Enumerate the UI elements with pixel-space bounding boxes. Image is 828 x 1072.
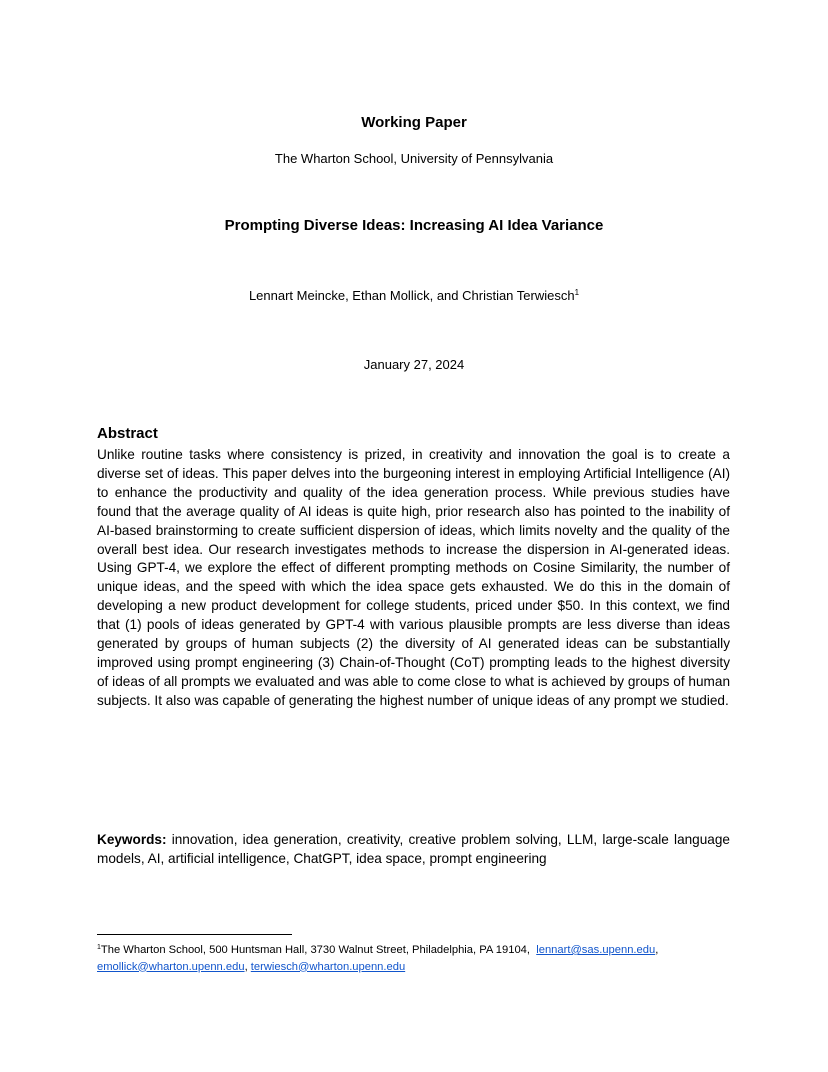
institution-line: The Wharton School, University of Pennsylvania (274, 151, 554, 166)
footnote (97, 942, 737, 975)
keywords-list: innovation, idea generation, creativity, creative problem solving, LLM, large-scale language models, AI, artificial intelligence, ChatGPT, idea space, prompt engineering (97, 832, 730, 866)
email-link-terwiesch[interactable]: terwiesch@wharton.upenn.edu (250, 960, 406, 973)
abstract-heading: Abstract (97, 425, 158, 442)
author-footnote-mark[interactable]: 1 (574, 288, 580, 297)
keywords-paragraph (97, 831, 730, 869)
footnote-divider (97, 934, 292, 935)
working-paper-label: Working Paper (361, 114, 467, 131)
paper-title: Prompting Diverse Ideas: Increasing AI Idea Variance (224, 217, 604, 234)
footnote-separator: , (655, 944, 659, 956)
footnote-address: The Wharton School, 500 Huntsman Hall, 3730 Walnut Street, Philadelphia, PA 19104, (100, 944, 531, 956)
author-line (0, 288, 828, 303)
email-link-meincke[interactable]: lennart@sas.upenn.edu (536, 944, 656, 956)
authors-names: Lennart Meincke, Ethan Mollick, and Christian Terwiesch (248, 288, 575, 303)
abstract-body: Unlike routine tasks where consistency is prized, in creativity and innovation the goal is to create a diverse set of ideas. This paper delves into the burgeoning interest in employing Artificial Intelligence (AI) to enhance the productivity and quality of the idea generation process. While previous studies have found that the average quality of AI ideas is quite high, prior research also has pointed to the inability of AI-based brainstorming to create sufficient dispersion of ideas, which limits novelty and the quality of the overall best idea. Our research investigates methods to increase the dispersion in AI-generated ideas. Using GPT-4, we explore the effect of different prompting methods on Cosine Similarity, the number of unique ideas, and the speed with which the idea space gets exhausted. We do this in the domain of developing a new product development for college students, priced under $50. In this context, we find that (1) pools of ideas generated by GPT-4 with various plausible prompts are less diverse than ideas generated by groups of human subjects (2) the diversity of AI generated ideas can be substantially improved using prompt engineering (3) Chain-of-Thought (CoT) prompting leads to the highest diversity of ideas of all prompts we evaluated and was able to come close to what is achieved by groups of human subjects. It also was capable of generating the highest number of unique ideas of any prompt we studied. (97, 447, 730, 708)
footnote-separator: , (244, 960, 251, 973)
email-link-mollick[interactable]: emollick@wharton.upenn.edu (97, 960, 245, 973)
paper-date: January 27, 2024 (363, 357, 465, 372)
keywords-label: Keywords: (97, 832, 167, 847)
footnote-mark: 1 (97, 944, 101, 951)
